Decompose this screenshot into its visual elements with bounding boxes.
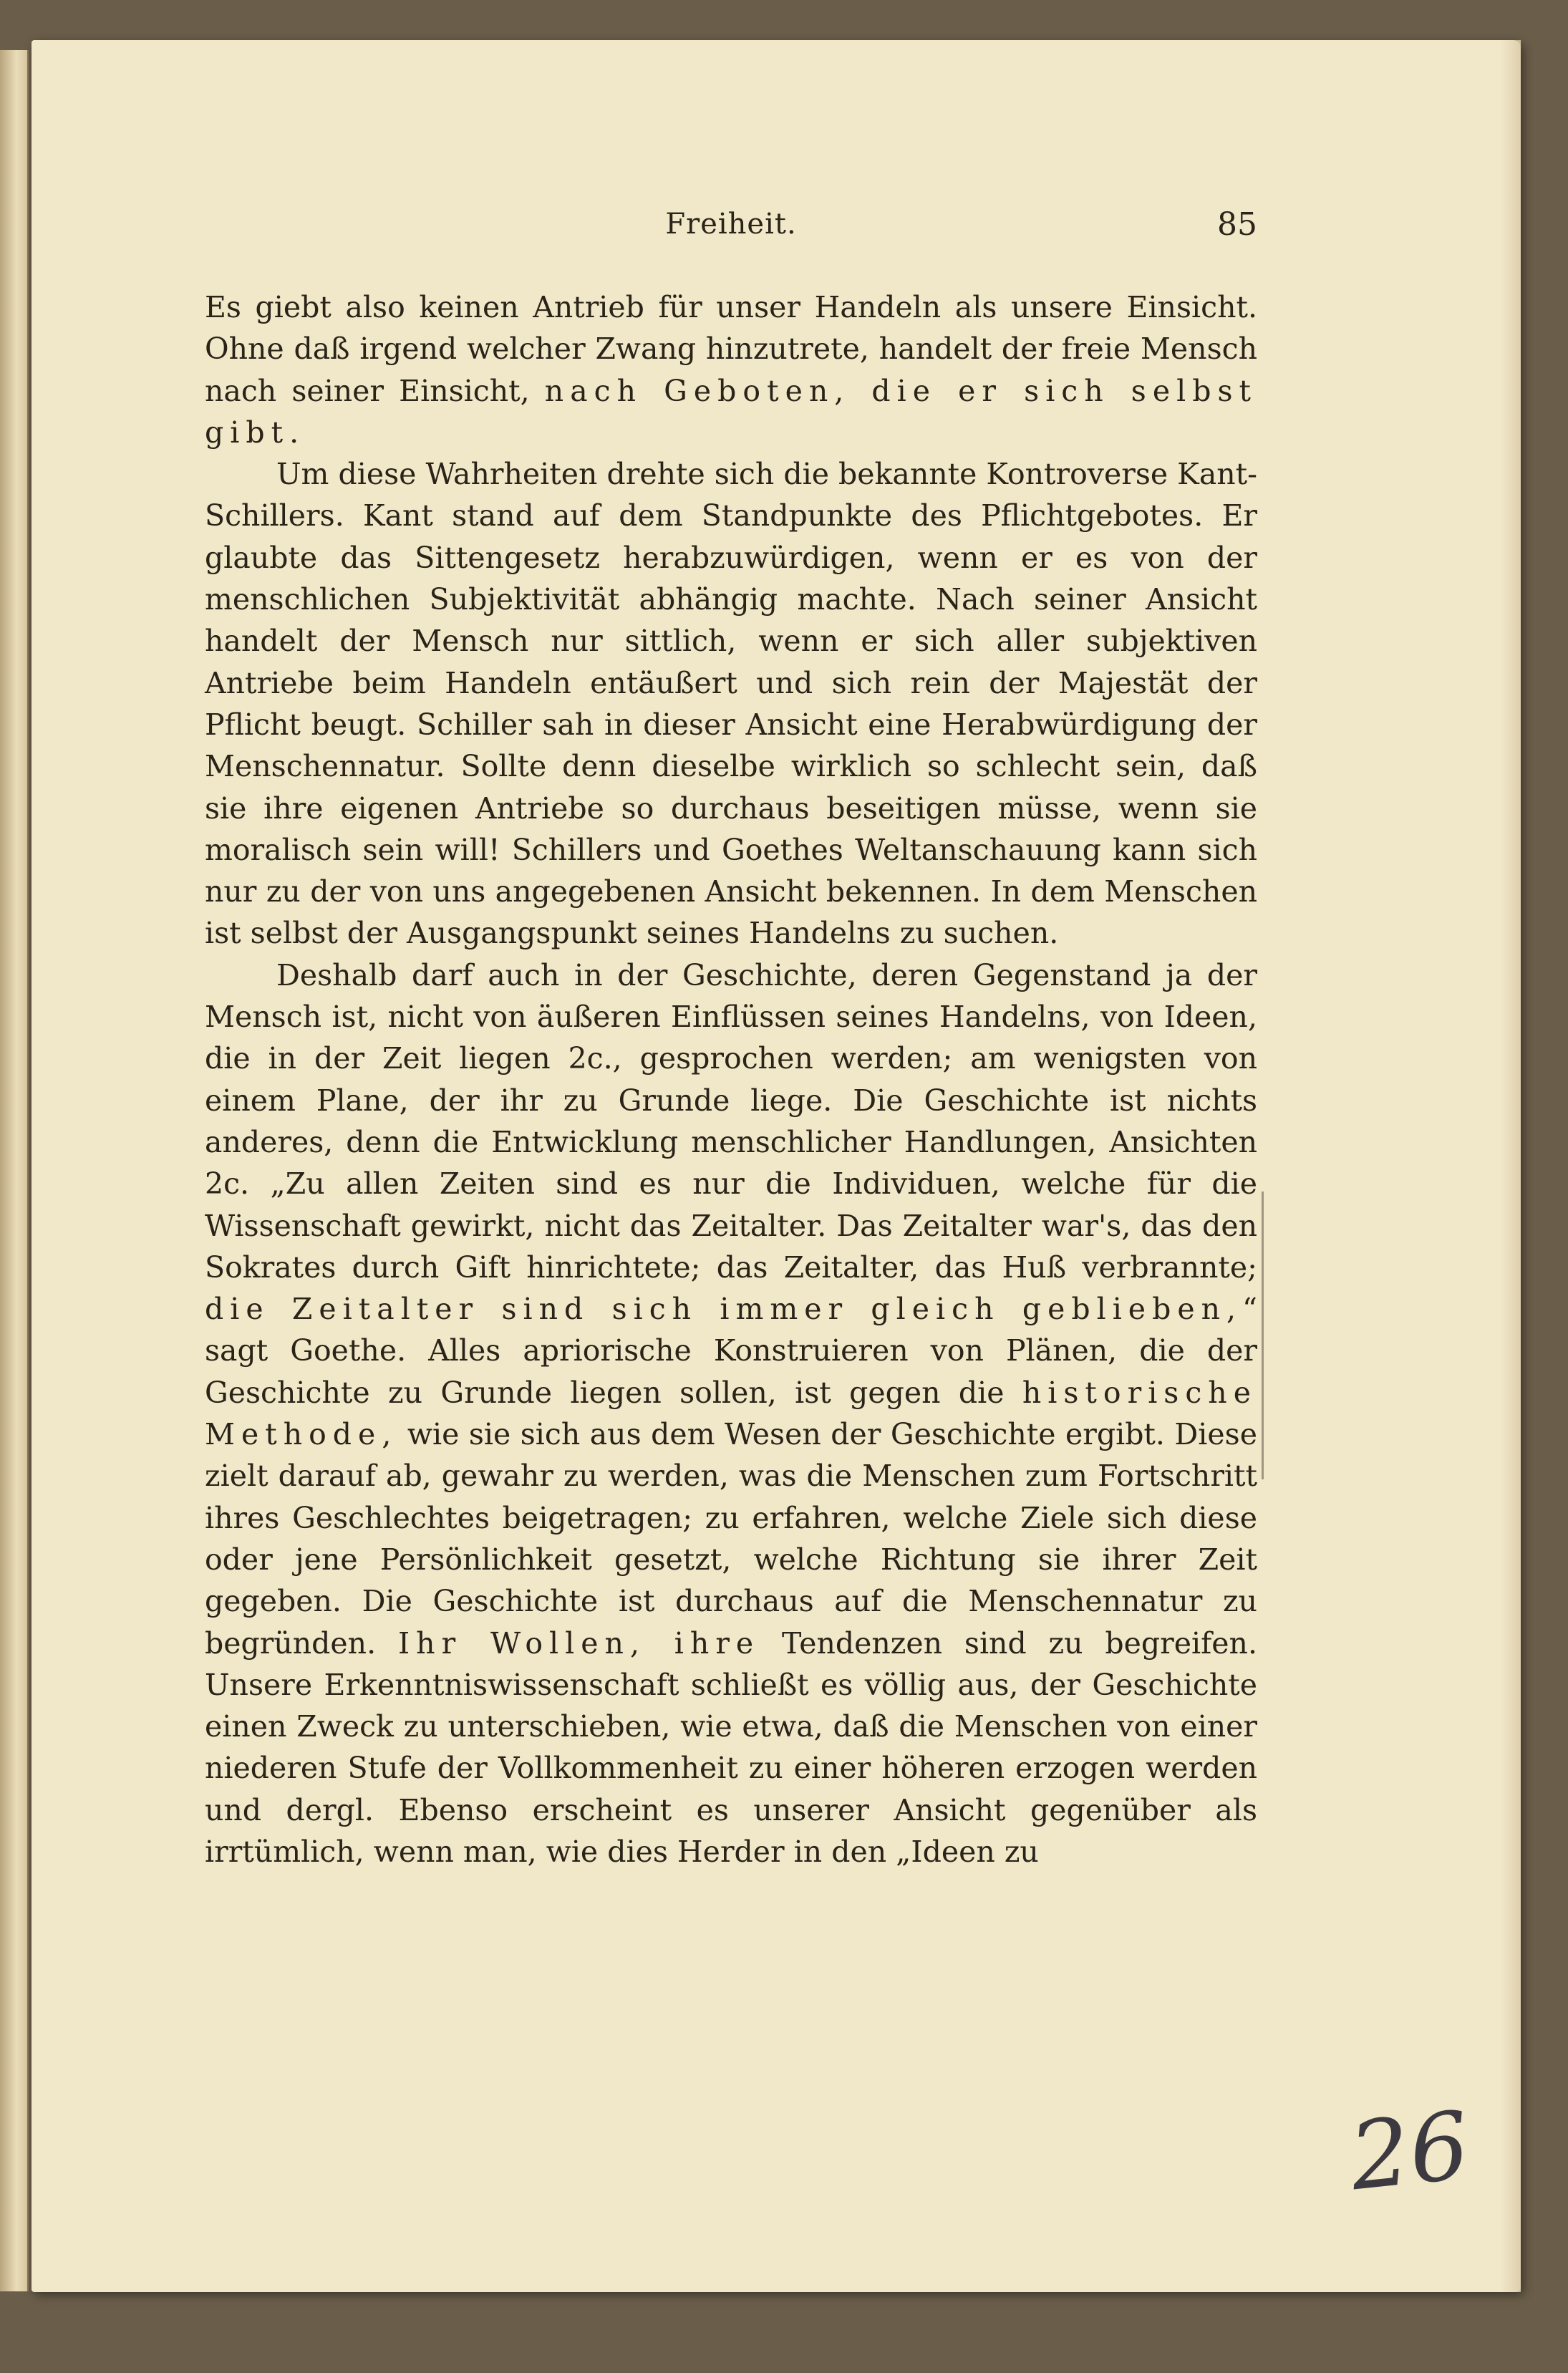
paragraph-3-text-a: Deshalb darf auch in der Geschichte, deren Gegenstand ja der Mensch ist, nicht von äußeren Einflüssen seines Handelns, von Ideen, die in der Zeit liegen 2c., gesprochen werden; am wenigsten von einem Plane, der ihr zu Grunde liege. Die Geschichte ist nichts anderes, denn die Entwicklung menschlicher Handlungen, Ansichten 2c. „Zu allen Zeiten sind es nur die Individuen, welche für die Wissenschaft gewirkt, nicht das Zeitalter. Das Zeitalter war's, das den Sokrates durch Gift hinrichtete; das Zeitalter, das Huß verbrannte; <box>205 957 1257 1285</box>
paragraph-3-text-d: Tendenzen sind zu begreifen. Unsere Erkenntniswissenschaft schließt es völlig aus, der Geschichte einen Zweck zu unterschieben, wie etwa, daß die Menschen von einer niederen Stufe der Vollkommenheit zu einer höheren erzogen werden und dergl. Ebenso erscheint es unserer Ansicht gegenüber als irrtümlich, wenn man, wie dies Herder in den „Ideen zu <box>205 1625 1257 1869</box>
paragraph-3-text-c: wie sie sich aus dem Wesen der Geschichte ergibt. Diese zielt darauf ab, gewahr zu werden, was die Menschen zum Fortschritt ihres Geschlechtes beigetragen; zu erfahren, welche Ziele sich diese oder jene Persönlichkeit gesetzt, welche Richtung sie ihrer Zeit gegeben. Die Geschichte ist durchaus auf die Menschennatur zu begründen. <box>205 1417 1257 1661</box>
page-header <box>205 172 1257 243</box>
paragraph-2: Um diese Wahrheiten drehte sich die bekannte Kontroverse Kant-Schillers. Kant stand auf dem Standpunkte des Pflichtgebotes. Er glaubte das Sittengesetz herabzuwürdigen, wenn er es von der menschlichen Subjektivität abhängig machte. Nach seiner Ansicht handelt der Mensch nur sittlich, wenn er sich aller subjektiven Antriebe beim Handeln entäußert und sich rein der Majestät der Pflicht beugt. Schiller sah in dieser Ansicht eine Herabwürdigung der Menschennatur. Sollte denn dieselbe wirklich so schlecht sein, daß sie ihre eigenen Antriebe so durchaus beseitigen müsse, wenn sie moralisch sein will! Schillers und Goethes Weltanschauung kann sich nur zu der von uns angegebenen Ansicht bekennen. In dem Menschen ist selbst der Ausgangspunkt seines Handelns zu suchen. <box>205 457 1257 951</box>
spaced-emphasis-method: historische Methode, <box>205 1375 1257 1452</box>
previous-page-edge <box>0 50 29 2291</box>
paragraph-1 <box>205 286 1257 453</box>
handwritten-folio-number: 26 <box>1345 2090 1474 2212</box>
paragraph-3 <box>205 954 1257 1873</box>
body-text <box>205 286 1257 1872</box>
page-number: 85 <box>1217 206 1257 243</box>
spaced-emphasis-quote: die Zeitalter sind sich immer gleich geblieben, <box>205 1292 1243 1327</box>
page-edge-shadow <box>1501 40 1521 2292</box>
paragraph-3-text-b: “ sagt Goethe. Alles apriorische Konstruieren von Plänen, die der Geschichte zu Grunde liegen sollen, ist gegen die <box>205 1292 1257 1410</box>
paragraph-1-text: Es giebt also keinen Antrieb für unser Handeln als unsere Einsicht. Ohne daß irgend welcher Zwang hinzutrete, handelt der freie Mensch nach seiner Einsicht, <box>205 290 1257 408</box>
pencil-margin-line <box>1262 1192 1264 1479</box>
spaced-emphasis-will: Ihr Wollen, ihre <box>397 1625 760 1661</box>
running-title: Freiheit. <box>665 208 797 241</box>
spaced-emphasis: nach Geboten, die er sich selbst gibt. <box>205 373 1257 450</box>
